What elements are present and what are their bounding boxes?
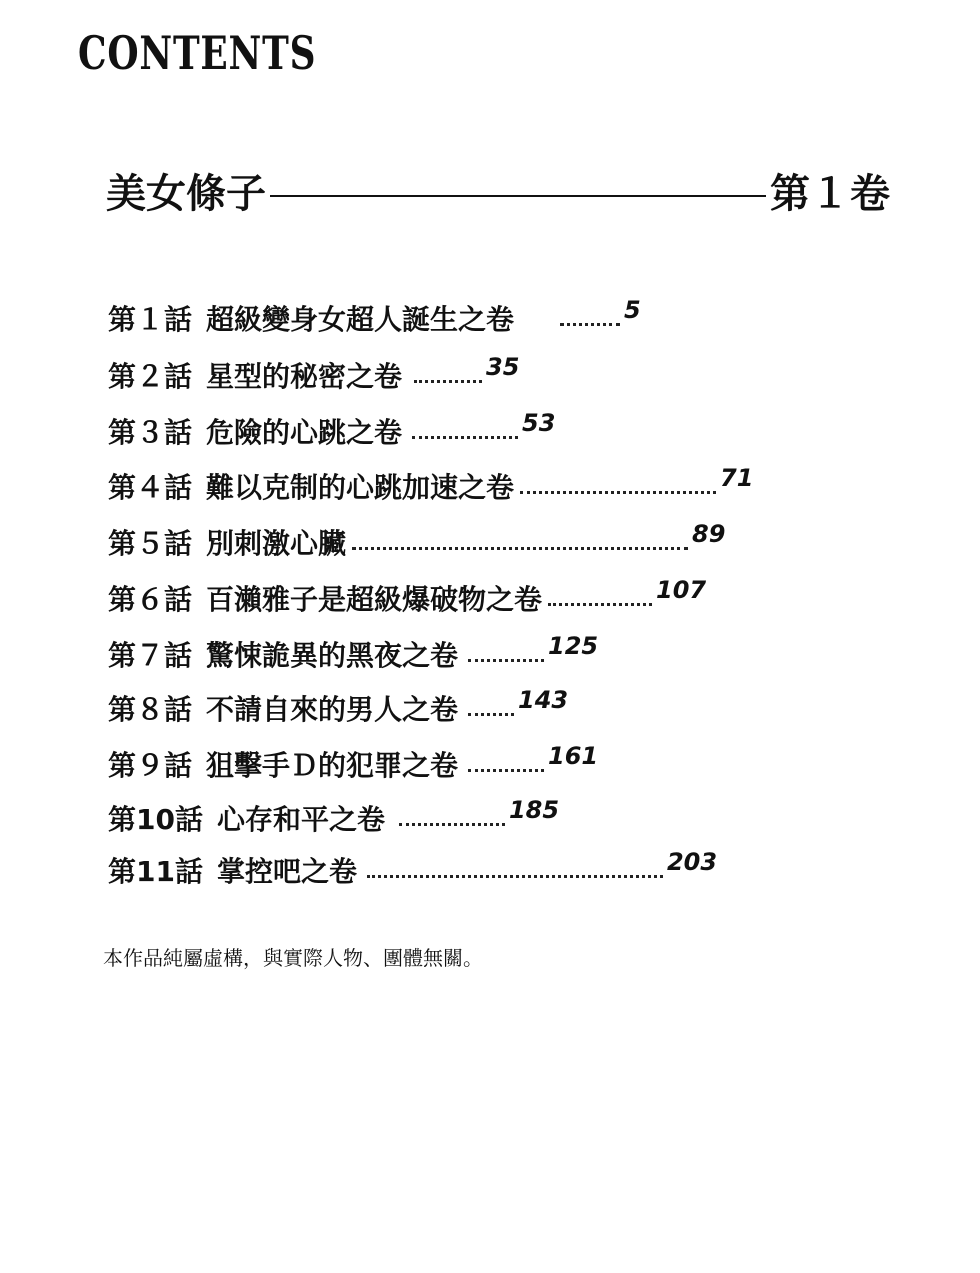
chapter-number: 第10話	[108, 803, 203, 836]
chapter-page: 185	[508, 796, 560, 824]
chapter-title: 掌控吧之卷	[216, 855, 357, 888]
chapter-page: 53	[522, 409, 556, 437]
leader-dots	[367, 875, 663, 878]
chapter-title: 驚悚詭異的黑夜之卷	[206, 639, 459, 672]
leader-dots	[468, 659, 544, 662]
volume-rule	[270, 195, 766, 197]
leader-dots	[468, 713, 514, 716]
chapter-page: 125	[548, 632, 599, 660]
chapter-title: 百瀨雅子是超級爆破物之卷	[206, 583, 543, 616]
volume-header	[106, 166, 890, 222]
chapter-entry[interactable]	[108, 409, 556, 453]
leader-dots	[412, 436, 518, 439]
chapter-number: 第３話	[108, 416, 193, 449]
chapter-page: 161	[548, 742, 599, 770]
chapter-entry[interactable]	[108, 353, 520, 397]
chapter-page: 89	[692, 520, 726, 548]
leader-dots	[352, 547, 688, 550]
chapter-page: 35	[486, 353, 520, 381]
chapter-number: 第４話	[108, 471, 193, 504]
chapter-number: 第８話	[108, 693, 193, 726]
chapter-entry[interactable]	[108, 742, 599, 786]
leader-dots	[560, 323, 620, 326]
chapter-title: 狙擊手Ｄ的犯罪之卷	[206, 749, 459, 782]
chapter-number: 第９話	[108, 749, 193, 782]
series-title: 美女條子	[106, 171, 266, 217]
chapter-title: 星型的秘密之卷	[206, 360, 403, 393]
chapter-title: 別刺激心臟	[206, 527, 347, 560]
chapter-page: 71	[720, 464, 754, 492]
chapter-title: 危險的心跳之卷	[206, 416, 403, 449]
leader-dots	[399, 823, 505, 826]
chapter-page: 203	[666, 848, 718, 876]
chapter-page: 143	[518, 686, 569, 714]
chapter-entry[interactable]	[108, 686, 569, 730]
chapter-entry[interactable]	[108, 520, 726, 564]
leader-dots	[414, 380, 482, 383]
chapter-number: 第11話	[108, 855, 203, 888]
chapter-page: 107	[656, 576, 707, 604]
chapter-page: 5	[624, 296, 641, 324]
volume-label: 第１卷	[770, 171, 890, 217]
chapter-entry[interactable]	[108, 576, 707, 620]
chapter-number: 第２話	[108, 360, 193, 393]
leader-dots	[548, 603, 652, 606]
chapter-entry[interactable]	[108, 464, 754, 508]
chapter-title: 不請自來的男人之卷	[206, 693, 459, 726]
disclaimer: 本作品純屬虛構，與實際人物、團體無關。	[103, 946, 483, 970]
chapter-number: 第６話	[108, 583, 193, 616]
chapter-entry[interactable]	[108, 632, 599, 676]
chapter-entry[interactable]	[108, 296, 641, 340]
chapter-number: 第１話	[108, 303, 193, 336]
chapter-number: 第７話	[108, 639, 193, 672]
leader-dots	[468, 769, 544, 772]
chapter-entry[interactable]	[108, 796, 560, 840]
leader-dots	[520, 491, 716, 494]
chapter-title: 難以克制的心跳加速之卷	[206, 471, 515, 504]
chapter-number: 第５話	[108, 527, 193, 560]
chapter-entry[interactable]	[108, 848, 718, 892]
contents-heading: CONTENTS	[78, 26, 317, 80]
chapter-title: 超級變身女超人誕生之卷	[206, 303, 515, 336]
chapter-title: 心存和平之卷	[216, 803, 385, 836]
